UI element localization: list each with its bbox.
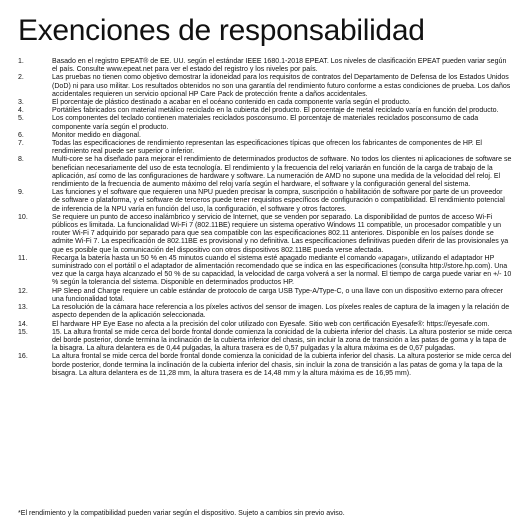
- disclaimer-text: Recarga la batería hasta un 50 % en 45 minutos cuando el sistema esté apagado mediante el comando «apagar», utilizando el adaptador HP suministrado con el portátil o el adaptador de alimentación recomendado que se indica en las especificaciones (consulta http://store.hp.com). Una vez que la carga haya alcanzado el 50 % de su capacidad, la velocidad de carga volverá a ser la normal. El tiempo de carga puede variar en +/- 10 % según la tolerancia del sistema. Disponible en determinados productos HP.: [52, 254, 512, 287]
- disclaimer-text: El hardware HP Eye Ease no afecta a la precisión del color utilizado con Eyesafe. Sitio web con certificación Eyesafe®: https://eyesafe.com.: [52, 320, 490, 328]
- disclaimer-item: [18, 132, 512, 140]
- disclaimer-text: Monitor medido en diagonal.: [52, 131, 141, 139]
- footer-note: *El rendimiento y la compatibilidad pueden variar según el dispositivo. Sujeto a cambios sin previo aviso.: [18, 509, 345, 517]
- disclaimer-number: 1.: [18, 58, 24, 65]
- disclaimer-number: 7.: [18, 140, 24, 148]
- disclaimer-number: 4.: [18, 107, 24, 115]
- disclaimer-item: [18, 115, 512, 131]
- disclaimer-text: Multi-core se ha diseñado para mejorar el rendimiento de determinados productos de software. No todos los clientes ni aplicaciones de software se benefician necesariamente del uso de esta tecnología. El rendimiento y la frecuencia del reloj variarán en función de la carga de trabajo de la aplicación, así como de las configuraciones de hardware y software. La numeración de AMD no supone una medida de la velocidad del reloj. El rendimiento de la frecuencia de aumento máximo del reloj varía según el hardware, el software y la configuración general del sistema.: [52, 156, 512, 189]
- disclaimer-number: 8.: [18, 156, 24, 164]
- disclaimer-text: Se requiere un punto de acceso inalámbrico y servicio de Internet, que se venden por separado. La disponibilidad de puntos de acceso Wi-Fi públicos es limitada. La funcionalidad Wi-Fi 7 (802.11BE) requiere un sistema operativo Windows 11 compatible, un procesador compatible y un router Wi-Fi 7 adquirido por separado para que sea compatible con las especificaciones 802.11 anteriores. Disponible en los países donde se admite Wi-Fi 7. La especificación de 802.11BE es provisional y no definitiva. Las especificaciones definitivas pueden diferir de las provisionales ya que es posible que la comunicación del dispositivo con otros dispositivos 802.11BE pueda verse afectada.: [52, 213, 509, 254]
- disclaimer-number: 12.: [18, 287, 28, 295]
- disclaimer-text: Las pruebas no tienen como objetivo demostrar la idoneidad para los requisitos de contratos del Departamento de Defensa de los Estados Unidos (DoD) ni para uso militar. Los resultados obtenidos no son una garantía del rendimiento futuro conforme a estas condiciones de prueba. Los daños accidentales requieren un servicio opcional HP Care Pack de protección frente a daños accidentales.: [52, 74, 511, 98]
- disclaimer-text: Los componentes del teclado contienen materiales reciclados posconsumo. El porcentaje de materiales reciclados posconsumo de cada componente varía según el producto.: [52, 115, 479, 131]
- disclaimer-item: [18, 74, 512, 99]
- disclaimer-text: La altura frontal se mide cerca del borde frontal donde comienza la conicidad de la cubierta inferior del chasis. La altura posterior se mide cerca del borde posterior, donde termina la inclinación de la cubierta inferior del chasis, sin incluir la zona de transición a las patas de goma y la tapa de la bisagra. La altura delantera es de 11,28 mm, la altura trasera es de 14,48 mm y la altura máxima es de 16,95 mm).: [52, 353, 512, 377]
- disclaimer-number: 6.: [18, 131, 24, 139]
- disclaimer-number: 2.: [18, 74, 24, 82]
- disclaimer-list: [18, 58, 512, 378]
- disclaimer-item: [18, 156, 512, 189]
- disclaimer-text: 15. La altura frontal se mide cerca del borde frontal donde comienza la conicidad de la cubierta inferior del chasis. La altura posterior se mide cerca del borde posterior, donde termina la inclinación de la cubierta inferior del chasis, sin incluir la zona de transición a las patas de goma y la tapa de la bisagra. La altura delantera es de 0,44 pulgadas, la altura trasera es de 0,57 pulgadas y la altura máxima es de 0,67 pulgadas.: [52, 328, 512, 353]
- disclaimer-text: Todas las especificaciones de rendimiento representan las especificaciones típicas que ofrecen los fabricantes de componentes de HP. El rendimiento real puede ser superior o inferior.: [52, 140, 482, 156]
- disclaimer-item: [18, 353, 512, 378]
- disclaimer-number: 9.: [18, 189, 24, 197]
- disclaimer-text: Basado en el registro EPEAT® de EE. UU. según el estándar IEEE 1680.1-2018 EPEAT. Los niveles de clasificación EPEAT pueden variar según el país. Consulte www.epeat.net para ver el estado del registro y los niveles por país.: [52, 58, 507, 74]
- disclaimer-item: [18, 107, 512, 115]
- disclaimer-item: [18, 321, 512, 329]
- disclaimer-number: 13.: [18, 304, 28, 312]
- disclaimer-number: 3.: [18, 99, 24, 107]
- disclaimer-item: [18, 58, 512, 74]
- disclaimer-text: HP Sleep and Charge requiere un cable estándar de protocolo de carga USB Type-A/Type-C, o una llave con un dispositivo externo para ofrecer una funcionalidad total.: [52, 287, 504, 303]
- disclaimer-item: [18, 140, 512, 156]
- disclaimer-number: 16.: [18, 353, 28, 361]
- disclaimer-text: La resolución de la cámara hace referencia a los píxeles activos del sensor de imagen. Los píxeles reales de captura de la imagen y la relación de aspecto dependen de la aplicación seleccionada.: [52, 304, 510, 320]
- disclaimer-item: [18, 304, 512, 320]
- disclaimer-item: [18, 99, 512, 107]
- disclaimer-text: El porcentaje de plástico destinado a acabar en el océano contenido en cada componente varía según el producto.: [52, 99, 411, 107]
- disclaimer-number: 5.: [18, 115, 24, 123]
- disclaimer-item: [18, 329, 512, 354]
- disclaimer-item: [18, 189, 512, 214]
- disclaimer-text: Las funciones y el software que requieren una NPU pueden precisar la compra, suscripción o habilitación de software por parte de un proveedor de software o plataforma, y el software de terceros puede tener requisitos específicos de configuración o compatibilidad. El rendimiento potencial de inferencia de la NPU varía en función del uso, la configuración, el software y otros factores.: [52, 189, 505, 213]
- disclaimer-number: 10.: [18, 213, 28, 221]
- disclaimer-item: [18, 214, 512, 255]
- disclaimer-number: 14.: [18, 320, 28, 328]
- disclaimer-item: [18, 255, 512, 288]
- disclaimer-number: 11.: [18, 254, 28, 262]
- disclaimer-number: 15.: [18, 328, 28, 336]
- page-title: Exenciones de responsabilidad: [18, 14, 425, 47]
- disclaimer-text: Portátiles fabricados con material metálico reciclado en la cubierta del producto. El porcentaje de metal reciclado varía en función del producto.: [52, 107, 499, 115]
- disclaimer-item: [18, 288, 512, 304]
